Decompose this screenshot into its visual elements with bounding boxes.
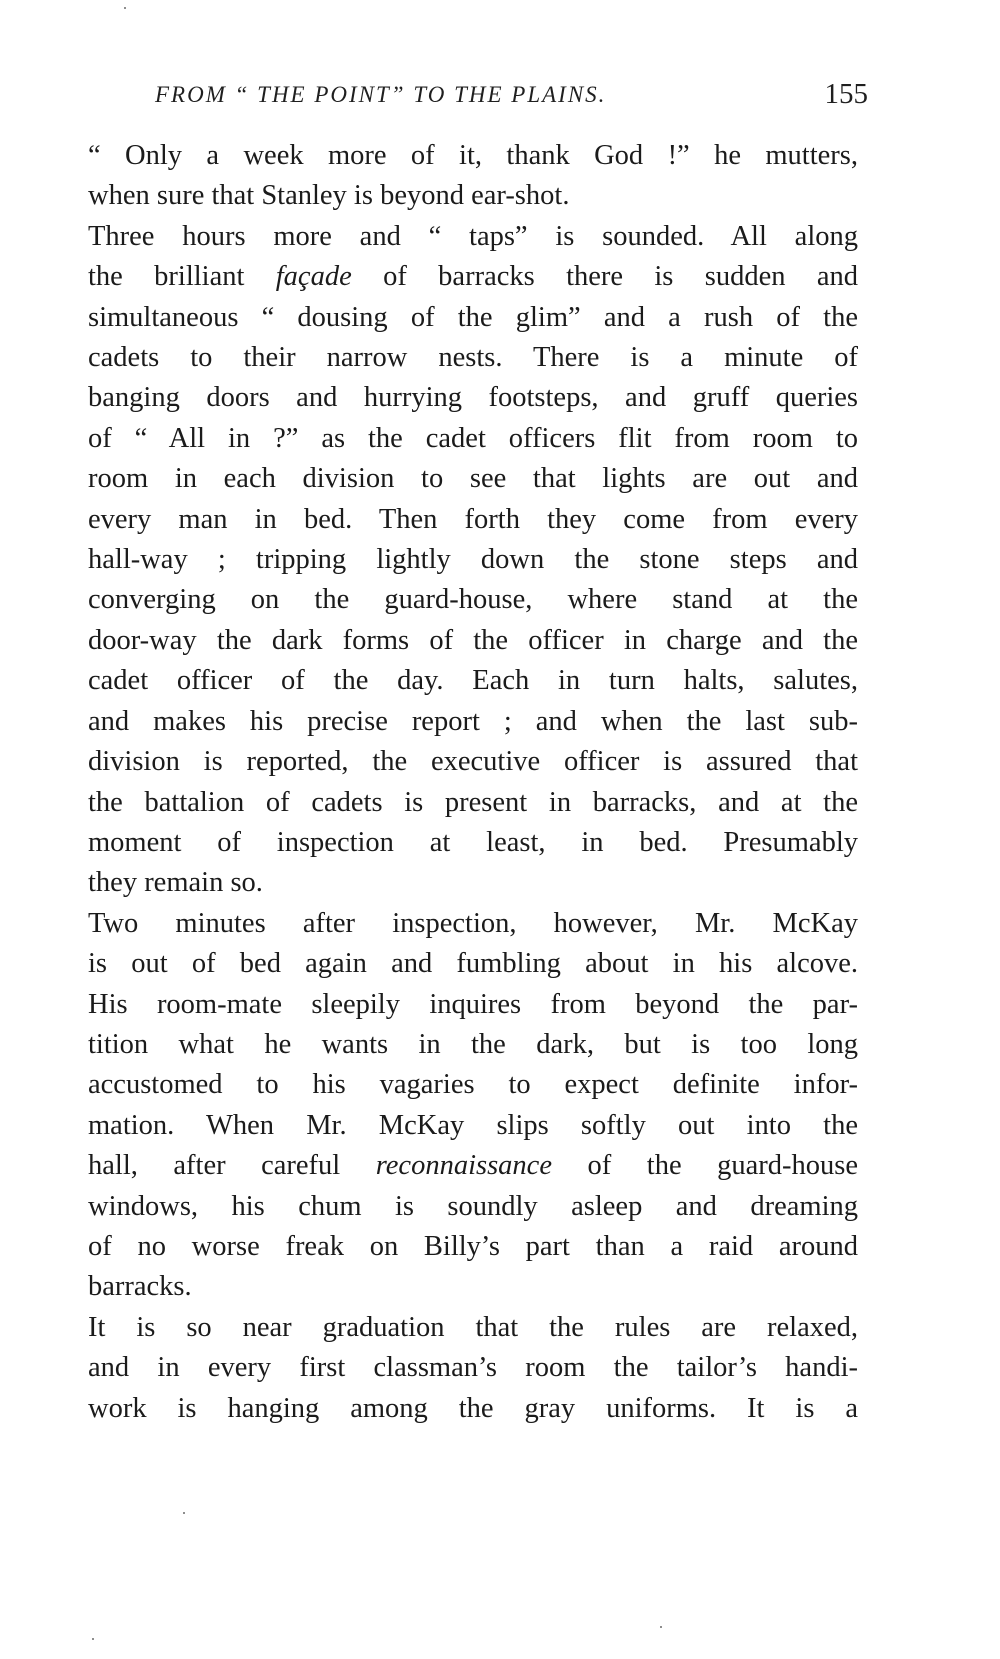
paper-speck (183, 1512, 185, 1514)
body-text (56, 136, 858, 1429)
text-line: and in every first classman’s room the tailor’s handi- (88, 1352, 858, 1384)
text-line: barracks. (88, 1271, 192, 1303)
text-line: simultaneous “ dousing of the glim” and a rush of the (88, 301, 858, 333)
text-line: the battalion of cadets is present in barracks, and at the (88, 786, 858, 818)
text-line: cadets to their narrow nests. There is a minute of (88, 342, 858, 374)
text-line: and makes his precise report ; and when the last sub- (88, 705, 858, 737)
paper-speck (660, 1626, 662, 1628)
text-line: hall, after careful reconnaissance of the guard-house (88, 1150, 858, 1182)
paragraph-4 (56, 1308, 858, 1429)
paragraph-3 (56, 904, 858, 1308)
running-title: FROM “ THE POINT” TO THE PLAINS. (155, 82, 607, 107)
italic-word: façade (275, 261, 352, 293)
text-line: of “ All in ?” as the cadet officers flit from room to (88, 422, 858, 454)
text-line: room in each division to see that lights are out and (88, 463, 858, 495)
text-line: the brilliant façade of barracks there is sudden and (88, 261, 858, 293)
text-line: hall-way ; tripping lightly down the stone steps and (88, 544, 858, 576)
text-line: Two minutes after inspection, however, Mr. McKay (88, 907, 858, 939)
text-line: of no worse freak on Billy’s part than a raid around (88, 1230, 858, 1262)
text-line: is out of bed again and fumbling about in his alcove. (88, 948, 858, 980)
text-line: mation. When Mr. McKay slips softly out into the (88, 1109, 858, 1141)
italic-word: reconnaissance (375, 1150, 552, 1182)
text-line: converging on the guard-house, where stand at the (88, 584, 858, 616)
page-number: 155 (824, 78, 868, 110)
text-line: moment of inspection at least, in bed. Presumably (88, 826, 858, 858)
text-line: “ Only a week more of it, thank God !” he mutters, (88, 140, 858, 171)
text-line: they remain so. (88, 867, 263, 899)
paper-speck (92, 1638, 94, 1640)
text-line: division is reported, the executive officer is assured that (88, 746, 858, 778)
text-line: work is hanging among the gray uniforms. It is a (88, 1392, 858, 1424)
text-line: His room-mate sleepily inquires from beyond the par- (88, 988, 858, 1020)
text-line: banging doors and hurrying footsteps, and gruff queries (88, 382, 858, 414)
text-line: windows, his chum is soundly asleep and dreaming (88, 1190, 858, 1222)
text-line: cadet officer of the day. Each in turn halts, salutes, (88, 665, 858, 697)
text-line: It is so near graduation that the rules are relaxed, (88, 1311, 858, 1343)
paper-speck (124, 7, 126, 9)
paragraph-1 (56, 136, 858, 217)
text-line: tition what he wants in the dark, but is too long (88, 1028, 858, 1060)
text-line: every man in bed. Then forth they come from every (88, 503, 858, 535)
text-line: when sure that Stanley is beyond ear-shot. (88, 180, 570, 212)
text-line: door-way the dark forms of the officer in charge and the (88, 624, 858, 656)
text-line: Three hours more and “ taps” is sounded. All along (88, 220, 858, 252)
paragraph-2 (56, 217, 858, 904)
running-head (60, 78, 868, 118)
text-line: accustomed to his vagaries to expect definite infor- (88, 1069, 858, 1101)
